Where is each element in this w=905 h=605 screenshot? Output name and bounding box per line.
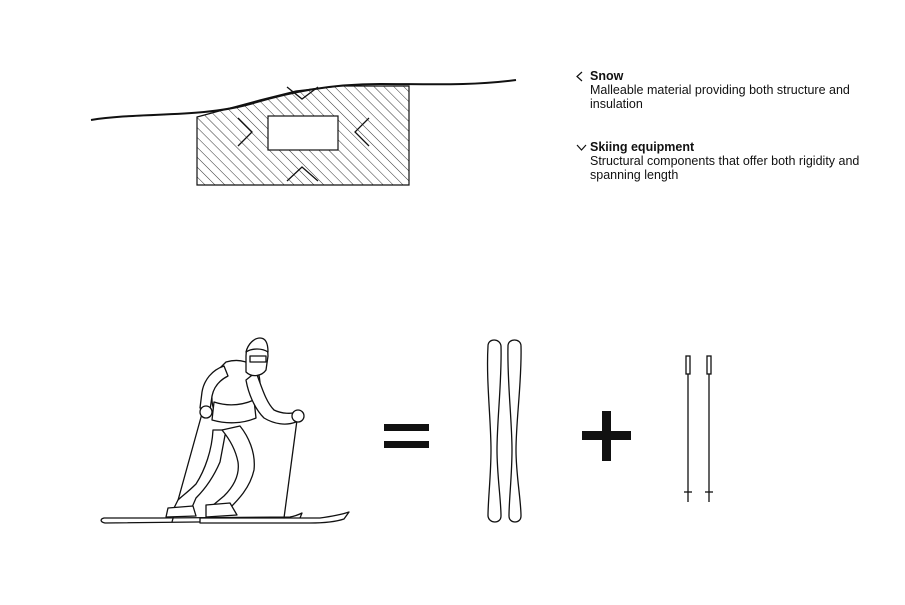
skier-figure [101, 338, 349, 523]
back-boot [166, 506, 196, 517]
ski-left [488, 340, 502, 522]
pole-1-grip [686, 356, 690, 374]
skis-illustration [488, 340, 522, 522]
equals-icon [384, 424, 429, 448]
front-hand [292, 410, 304, 422]
back-hand [200, 406, 212, 418]
plus-icon [582, 411, 631, 461]
goggles [250, 356, 266, 362]
pole-2-grip [707, 356, 711, 374]
snow-section [91, 80, 516, 185]
legend-snow-description: Malleable material providing both structure and insulation [590, 83, 850, 111]
legend-snow [576, 69, 876, 111]
legend-skiing-equipment-title: Skiing equipment [590, 140, 695, 154]
back-leg [172, 430, 226, 512]
ski-right [508, 340, 521, 522]
legend-snow-title: Snow [590, 69, 624, 83]
chevron-left-icon [576, 71, 584, 82]
legend-skiing-equipment [576, 140, 876, 182]
chevron-down-icon [576, 142, 587, 152]
legend-skiing-equipment-description: Structural components that offer both rigidity and spanning length [590, 154, 860, 182]
right-pole [284, 420, 297, 518]
shelter-cavity [268, 116, 338, 150]
poles-illustration [684, 356, 713, 502]
